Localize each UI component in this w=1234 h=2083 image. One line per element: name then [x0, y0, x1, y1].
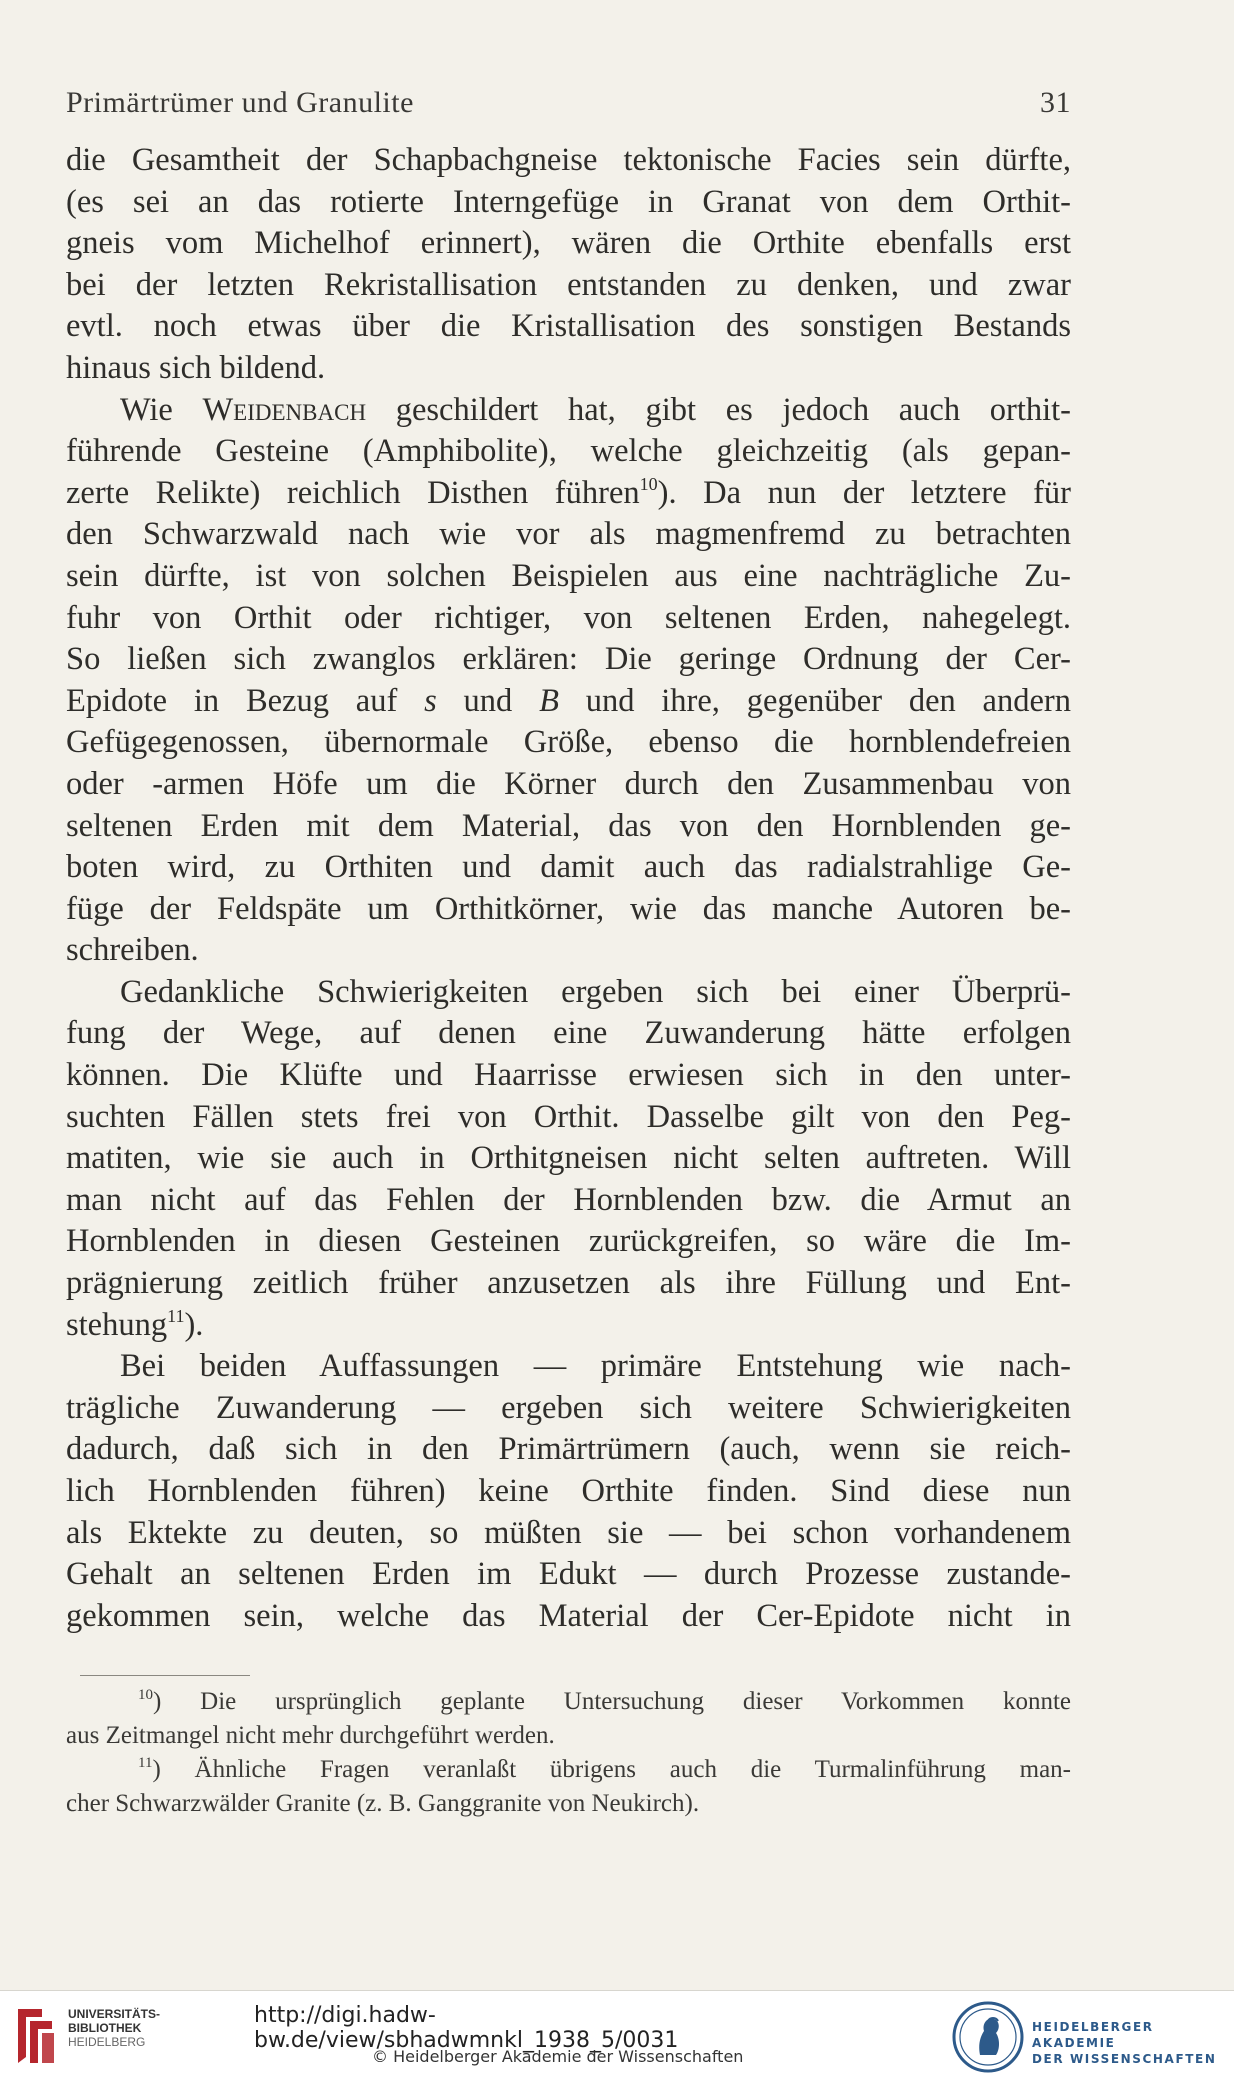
text-segment: füge der Feldspäte um Orthitkörner, wie das manche Autoren be- — [66, 890, 1071, 927]
footnote-ref: 11 — [138, 1755, 153, 1771]
running-head-title: Primärtrümer und Granulite — [66, 86, 414, 119]
text-segment: fuhr von Orthit oder richtiger, von seltenen Erden, nahegelegt. — [66, 599, 1071, 636]
text-segment: den Schwarzwald nach wie vor als magmenfremd zu betrachten — [66, 516, 1071, 553]
text-segment: evtl. noch etwas über die Kristallisation des sonstigen Bestands — [66, 308, 1071, 345]
text-line — [66, 556, 1071, 598]
text-line — [66, 514, 1071, 556]
text-segment: So ließen sich zwanglos erklären: Die geringe Ordnung der Cer- — [66, 641, 1071, 678]
italic-symbol: s — [424, 682, 437, 719]
text-line — [66, 722, 1071, 764]
text-line — [66, 889, 1071, 931]
library-name — [68, 2007, 160, 2049]
running-head — [66, 86, 1071, 126]
italic-symbol: B — [539, 682, 559, 719]
text-segment: seltenen Erden mit dem Material, das von den Hornblenden ge- — [66, 807, 1071, 844]
text-segment: hinaus sich bildend. — [66, 349, 326, 386]
text-segment: Gehalt an seltenen Erden im Edukt — durch Prozesse zustande- — [66, 1556, 1071, 1593]
text-line — [66, 598, 1071, 640]
text-segment: gneis vom Michelhof erinnert), wären die Orthite ebenfalls erst — [66, 225, 1071, 262]
copyright-notice: © Heidelberger Akademie der Wissenschaften — [372, 2047, 744, 2066]
text-line — [66, 348, 1071, 390]
text-line — [66, 390, 1071, 432]
text-line — [66, 681, 1071, 723]
page-number: 31 — [1040, 86, 1071, 119]
text-line — [66, 473, 1071, 515]
text-segment: ). Da nun der letztere für — [657, 474, 1071, 511]
text-line — [66, 1097, 1071, 1139]
text-segment: boten wird, zu Orthiten und damit auch das radialstrahlige Ge- — [66, 849, 1071, 886]
text-segment: schreiben. — [66, 932, 199, 969]
text-line — [66, 1221, 1071, 1263]
text-segment: prägnierung zeitlich früher anzusetzen als ihre Füllung und Ent- — [66, 1265, 1071, 1302]
text-segment: aus Zeitmangel nicht mehr durchgeführt werden. — [66, 1722, 555, 1749]
text-segment: Wie — [120, 391, 203, 428]
text-line — [66, 1787, 1071, 1821]
text-segment: Gefügegenossen, übernormale Größe, ebenso die hornblendefreien — [66, 724, 1071, 761]
text-line — [66, 1263, 1071, 1305]
text-line — [66, 1719, 1071, 1753]
text-line — [66, 1513, 1071, 1555]
text-segment: führende Gesteine (Amphibolite), welche gleichzeitig (als gepan- — [66, 433, 1071, 470]
text-line — [66, 639, 1071, 681]
text-segment: suchten Fällen stets frei von Orthit. Dasselbe gilt von den Peg- — [66, 1098, 1071, 1135]
text-line — [66, 764, 1071, 806]
academy-name — [1032, 2019, 1234, 2067]
academy-line-2: DER WISSENSCHAFTEN — [1032, 2052, 1217, 2066]
text-line — [66, 182, 1071, 224]
text-line — [66, 847, 1071, 889]
hadw-medallion-icon — [950, 1999, 1026, 2075]
text-line — [66, 972, 1071, 1014]
text-segment: können. Die Klüfte und Haarrisse erwiesen sich in den unter- — [66, 1057, 1071, 1094]
text-line — [66, 1305, 1071, 1347]
text-line — [66, 930, 1071, 972]
text-segment: trägliche Zuwanderung — ergeben sich weitere Schwierigkeiten — [66, 1389, 1071, 1426]
text-line — [66, 1685, 1071, 1719]
text-segment: lich Hornblenden führen) keine Orthite finden. Sind diese nun — [66, 1473, 1071, 1509]
footnote-ref: 10 — [138, 1687, 153, 1703]
text-segment: man nicht auf das Fehlen der Hornblenden bzw. die Armut an — [66, 1181, 1071, 1218]
text-segment: Bei beiden Auffassungen — primäre Entstehung wie nach- — [120, 1348, 1071, 1385]
text-line — [66, 306, 1071, 348]
text-segment: oder -armen Höfe um die Körner durch den Zusammenbau von — [66, 765, 1071, 802]
text-segment: ). — [184, 1306, 204, 1343]
footnote-ref: 10 — [639, 473, 658, 494]
text-segment: ) Die ursprünglich geplante Untersuchung dieser Vorkommen konnte — [153, 1688, 1071, 1715]
text-line — [66, 1596, 1071, 1638]
library-line-3: HEIDELBERG — [68, 2035, 146, 2049]
text-line — [66, 1388, 1071, 1430]
text-segment: (es sei an das rotierte Interngefüge in Granat von dem Orthit- — [66, 183, 1071, 220]
text-segment: und — [436, 682, 540, 719]
permalink-url[interactable]: http://digi.hadw-bw.de/view/sbhadwmnkl_1938_5/0031 — [254, 2003, 679, 2053]
text-segment: sein dürfte, ist von solchen Beispielen aus eine nachträgliche Zu- — [66, 557, 1071, 594]
text-segment: gekommen sein, welche das Material der Cer-Epidote nicht in — [66, 1597, 1071, 1634]
text-line — [66, 806, 1071, 848]
text-segment: dadurch, daß sich in den Primärtrümern (auch, wenn sie reich- — [66, 1431, 1071, 1468]
text-segment: ) Ähnliche Fragen veranlaßt übrigens auch die Turmalinführung man- — [152, 1756, 1071, 1783]
text-segment: die Gesamtheit der Schapbachgneise tektonische Facies sein dürfte, — [66, 142, 1071, 178]
text-line — [66, 223, 1071, 265]
footnotes — [66, 1685, 1071, 1821]
text-line — [66, 1471, 1071, 1513]
text-line — [66, 1013, 1071, 1055]
text-line — [66, 1429, 1071, 1471]
author-name: Weidenbach — [202, 391, 367, 428]
text-segment: bei der letzten Rekristallisation entstanden zu denken, und zwar — [66, 266, 1071, 303]
footnote-rule — [80, 1675, 250, 1676]
body-text — [66, 140, 1071, 1637]
library-line-2: BIBLIOTHEK — [68, 2021, 142, 2035]
footer-bar — [0, 1990, 1234, 2083]
text-line — [66, 1554, 1071, 1596]
text-segment: zerte Relikte) reichlich Disthen führen — [66, 474, 640, 511]
text-segment: matiten, wie sie auch in Orthitgneisen nicht selten auftreten. Will — [66, 1140, 1071, 1177]
text-segment: Hornblenden in diesen Gesteinen zurückgreifen, so wäre die Im- — [66, 1223, 1071, 1260]
text-line — [66, 140, 1071, 182]
text-line — [66, 1138, 1071, 1180]
text-line — [66, 1346, 1071, 1388]
text-line — [66, 1055, 1071, 1097]
academy-line-1: HEIDELBERGER AKADEMIE — [1032, 2020, 1154, 2050]
text-line — [66, 1180, 1071, 1222]
text-segment: als Ektekte zu deuten, so müßten sie — bei schon vorhandenem — [66, 1514, 1071, 1551]
text-segment: Epidote in Bezug auf — [66, 682, 425, 719]
text-segment: stehung — [66, 1306, 168, 1343]
text-line — [66, 1753, 1071, 1787]
text-segment: und ihre, gegenüber den andern — [558, 682, 1071, 719]
text-segment: fung der Wege, auf denen eine Zuwanderung hätte erfolgen — [66, 1015, 1071, 1052]
text-segment: Gedankliche Schwierigkeiten ergeben sich bei einer Überprü- — [120, 973, 1071, 1010]
ub-heidelberg-logo-icon — [12, 2001, 60, 2071]
text-line — [66, 431, 1071, 473]
footnote-ref: 11 — [167, 1305, 185, 1326]
text-segment: cher Schwarzwälder Granite (z. B. Ganggranite von Neukirch). — [66, 1790, 700, 1817]
text-segment: geschildert hat, gibt es jedoch auch orthit- — [366, 391, 1071, 428]
library-line-1: UNIVERSITÄTS- — [68, 2007, 161, 2021]
text-line — [66, 265, 1071, 307]
